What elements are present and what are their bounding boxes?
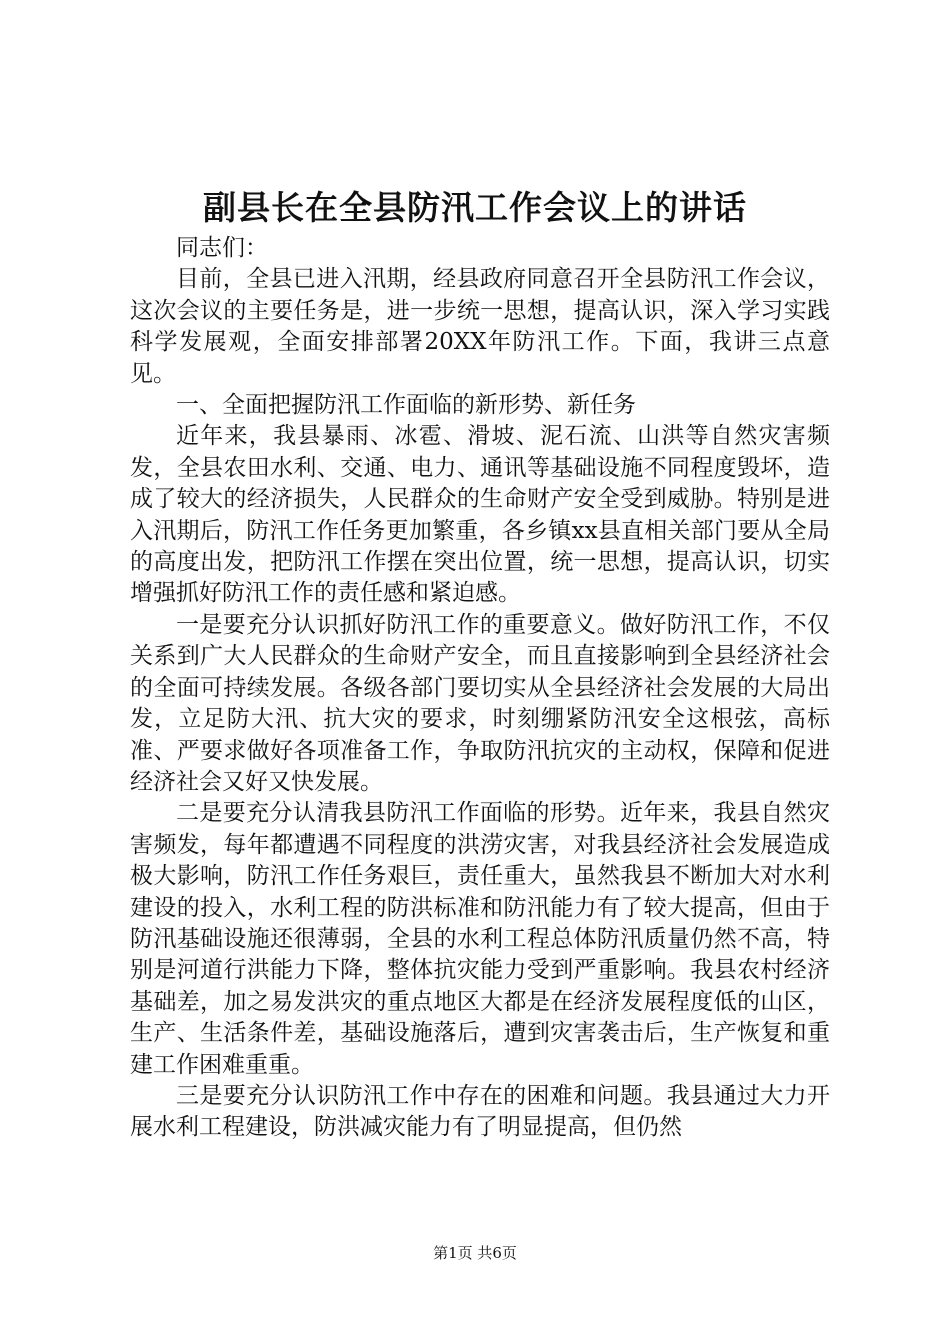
salutation-paragraph: 同志们： [176,235,268,261]
section-heading: 一、全面把握防汛工作面临的新形势、新任务 [176,392,636,419]
document-body [130,233,830,1144]
body-paragraph: 一是要充分认识抓好防汛工作的重要意义。做好防汛工作，不仅关系到广大人民群众的生命财产安全，而且直接影响到全县经济社会的全面可持续发展。各级各部门要切实从全县经济社会发展的大局出发，立足防大汛、抗大灾的要求，时刻绷紧防汛安全这根弦，高标准、严要求做好各项准备工作，争取防汛抗灾的主动权，保障和促进经济社会又好又快发展。 [130,611,830,795]
intro-paragraph: 目前，全县已进入汛期，经县政府同意召开全县防汛工作会议，这次会议的主要任务是，进一步统一思想，提高认识，深入学习实践科学发展观，全面安排部署20XX年防汛工作。下面，我讲三点意见。 [130,266,830,387]
document-title: 副县长在全县防汛工作会议上的讲话 [203,188,747,227]
page-footer: 第1页 共6页 [433,1244,517,1262]
body-paragraph: 三是要充分认识防汛工作中存在的困难和问题。我县通过大力开展水利工程建设，防洪减灾能力有了明显提高，但仍然 [130,1082,830,1141]
body-paragraph: 近年来，我县暴雨、冰雹、滑坡、泥石流、山洪等自然灾害频发，全县农田水利、交通、电力、通讯等基础设施不同程度毁坏，造成了较大的经济损失，人民群众的生命财产安全受到威胁。特别是进入汛期后，防汛工作任务更加繁重，各乡镇xx县直相关部门要从全局的高度出发，把防汛工作摆在突出位置，统一思想，提高认识，切实增强抓好防汛工作的责任感和紧迫感。 [130,423,830,607]
body-paragraph: 二是要充分认清我县防汛工作面临的形势。近年来，我县自然灾害频发，每年都遭遇不同程度的洪涝灾害，对我县经济社会发展造成极大影响，防汛工作任务艰巨，责任重大，虽然我县不断加大对水利建设的投入，水利工程的防洪标准和防汛能力有了较大提高，但由于防汛基础设施还很薄弱，全县的水利工程总体防汛质量仍然不高，特别是河道行洪能力下降，整体抗灾能力受到严重影响。我县农村经济基础差，加之易发洪灾的重点地区大都是在经济发展程度低的山区，生产、生活条件差，基础设施落后，遭到灾害袭击后，生产恢复和重建工作困难重重。 [130,800,830,1078]
